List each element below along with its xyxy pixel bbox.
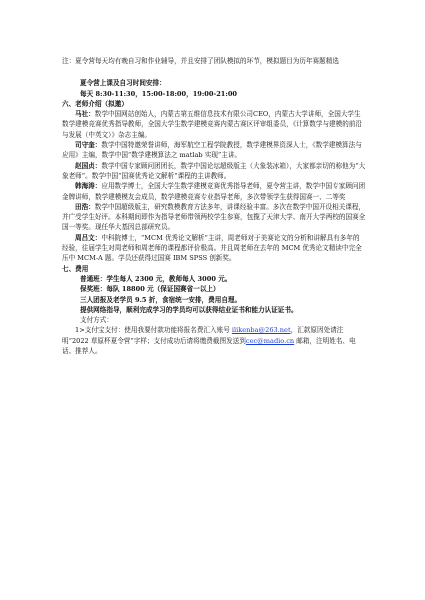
teacher-desc: 数学中国专家顾问团团长，数学中国论坛超级版主（大象装冰箱），大家都亲切的称他为“大象老师”。数学中国“国赛优秀论文解析”课程的主讲教师。 (62, 161, 366, 180)
teacher-desc: 数学中国超级版主，研究数模教育方法多年，讲课经验丰富。多次在数学中国开设相关课程，并广受学生好评。本科期间即作为指导老师带领两校学生参赛，包揽了天津大学、南开大学两校的国赛全国一等奖。现任华大基因总部研究员。 (62, 202, 366, 232)
teacher-entry (62, 202, 366, 233)
fee-normal: 普通班：学生每人 2300 元，教师每人 3000 元。 (80, 274, 232, 283)
fees-heading: 七、费用 (62, 264, 89, 273)
teacher-entry (62, 109, 366, 140)
schedule-day-label: 每天 (80, 89, 94, 98)
teacher-entry (62, 161, 366, 182)
payment-label: 支付方式： (80, 316, 113, 325)
teacher-desc: 数学中国网站创始人，内蒙古第五维信息技术有限公司CEO，内蒙古大学讲师，全国大学生数学建模竞赛优秀指导教师，全国大学生数学建模竞赛内蒙古赛区评审组委员，《计算数学与建模的前沿与发展（中英文）》杂志主编。 (62, 110, 363, 139)
teacher-name: 赵国贞： (75, 161, 102, 170)
teacher-entry (62, 233, 366, 264)
fee-certificate: 提供网络指导，顺利完成学习的学员均可以获得结业证书和能力认证证书。 (80, 305, 298, 314)
teacher-desc: 中科院博士，“MCM 优秀论文解析”主讲，周老师对于美赛论文的分析和讲解具有多年的经验，往届学生对周老师和周老师的课程都评价极高。并且周老师在去年的 MCM 优秀论文精读中完全压中 MCM-A 题。学员还获得过国赛 IBM SPSS 创新奖。 (62, 233, 362, 263)
teacher-name: 韩海涛： (75, 182, 102, 191)
teachers-heading: 六、老师介绍（拟邀） (62, 99, 128, 108)
schedule-line (62, 89, 366, 99)
alipay-account-link[interactable]: ilikenba@263.net (231, 326, 291, 335)
document-content (62, 56, 366, 356)
camp-note: 注：夏令营每天均有晚自习和作业辅导，并且安排了团队模拟的环节，模拟题目为历年赛题精选 (62, 57, 339, 65)
alipay-text-2: ，汇款原因处请注明“2022 草原杯夏令营”字样；支付成功后请将缴费截图发送到 (62, 326, 344, 345)
alipay-text-3: 邮箱，注明姓名、电话、推荐人。 (62, 336, 356, 356)
teacher-name: 田浩： (75, 202, 95, 211)
fee-vip: 保奖班：每队 18800 元（保证国赛省一以上） (80, 285, 220, 294)
teacher-entry (62, 140, 366, 161)
schedule-title: 夏令营上课及自习时间安排： (80, 79, 166, 88)
teacher-name: 周吕文： (75, 233, 102, 242)
email-link[interactable]: cec@madio.cn (245, 336, 295, 345)
teacher-desc: 数学中国特邀荣誉讲师，海军航空工程学院教授，数学建模界资深人士，《数学建模算法与应用》主编，数学中国“数学建模算法之 matlab 实现”主讲。 (62, 141, 362, 160)
teacher-desc: 应用数学博士，全国大学生数学建模竞赛优秀指导老师，夏令营主讲，数学中国专家顾问团金牌讲师，数学建模模友会成员，数学建模竞赛专业指导老师，多次带领学生获得国赛一、二等奖 (62, 182, 366, 201)
schedule-times: 8:30-11:30，15:00-18:00，19:00-21:00 (95, 89, 238, 98)
fee-group: 三人团报及老学员 9.5 折，食宿统一安排，费用自理。 (80, 295, 242, 304)
alipay-instructions (62, 325, 366, 356)
teacher-entry (62, 181, 366, 202)
teacher-name: 司守奎： (75, 141, 102, 150)
alipay-text-1: 1>支付宝支付：使用我要付款功能将报名费汇入账号 (75, 326, 230, 335)
teacher-name: 马社： (75, 110, 95, 119)
